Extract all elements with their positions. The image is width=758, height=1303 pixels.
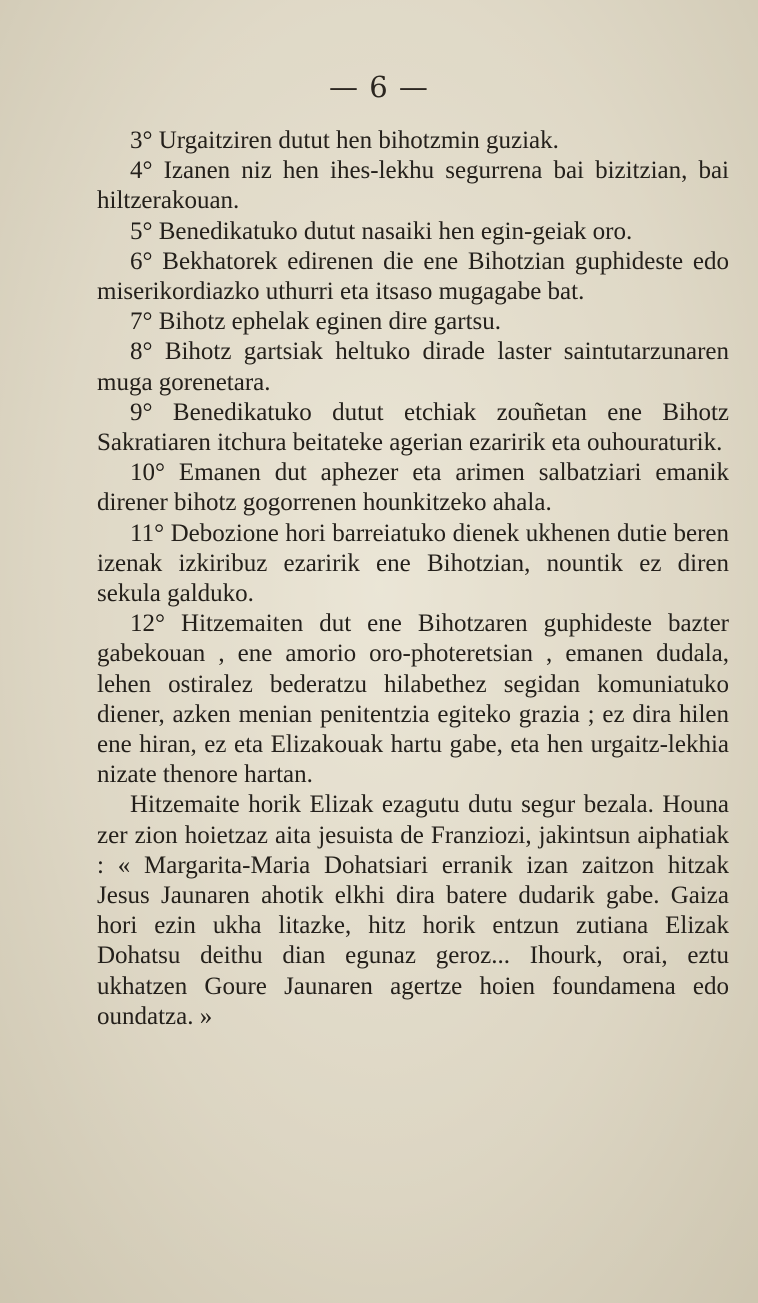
- promise-6: 6° Bekhatorek edirenen die ene Bihotzian guphideste edo miserikordiazko uthurri eta itsaso mugagabe bat.: [97, 247, 729, 306]
- promise-8: 8° Bihotz gartsiak heltuko dirade laster saintutarzunaren muga gorenetara.: [97, 338, 729, 396]
- promise-7: 7° Bihotz ephelak eginen dire gartsu.: [130, 308, 501, 336]
- body-text: [97, 126, 729, 1032]
- promise-5: 5° Benedikatuko dutut nasaiki hen egin-geiak oro.: [130, 217, 633, 245]
- promise-10: 10° Emanen dut aphezer eta arimen salbatziari emanik direner bihotz gogorrenen hounkitzeko ahala.: [97, 459, 729, 517]
- promise-12: 12° Hitzemaiten dut ene Bihotzaren guphideste bazter gabekouan , ene amorio oro-photeretsian , emanen dudala, lehen ostiralez bederatzu hilabethez segidan komuniatuko diener, azken menian penitentzia egiteko grazia ; ez dira hilen ene hiran, ez eta Elizakouak hartu gabe, eta hen urgaitz-lekhia nizate thenore hartan.: [97, 610, 729, 789]
- promise-11: 11° Debozione hori barreiatuko dienek ukhenen dutie beren izenak izkiribuz ezaririk ene Bihotzian, nountik ez diren sekula galduko.: [97, 519, 729, 608]
- page-number: — 6 —: [329, 70, 429, 104]
- commentary-paragraph: Hitzemaite horik Elizak ezagutu dutu segur bezala. Houna zer zion hoietzaz aita jesuista de Franziozi, jakintsun aiphatiak : « Margarita-Maria Dohatsiari erranik izan zaitzon hitzak Jesus Jaunaren ahotik elkhi dira batere dudarik gabe. Gaiza hori ezin ukha litazke, hitz horik entzun zutiana Elizak Dohatsu deithu dian egunaz geroz... Ihourk, orai, eztu ukhatzen Goure Jaunaren agertze hoien foundamena edo oundatza. »: [97, 791, 729, 1030]
- promise-3: 3° Urgaitziren dutut hen bihotzmin guziak.: [130, 127, 559, 154]
- promise-4: 4° Izanen niz hen ihes-lekhu segurrena bai bizitzian, bai hiltzerakouan.: [97, 157, 729, 215]
- promise-9: 9° Benedikatuko dutut etchiak zouñetan ene Bihotz Sakratiaren itchura beitateke agerian ezaririk eta ouhouraturik.: [97, 398, 729, 457]
